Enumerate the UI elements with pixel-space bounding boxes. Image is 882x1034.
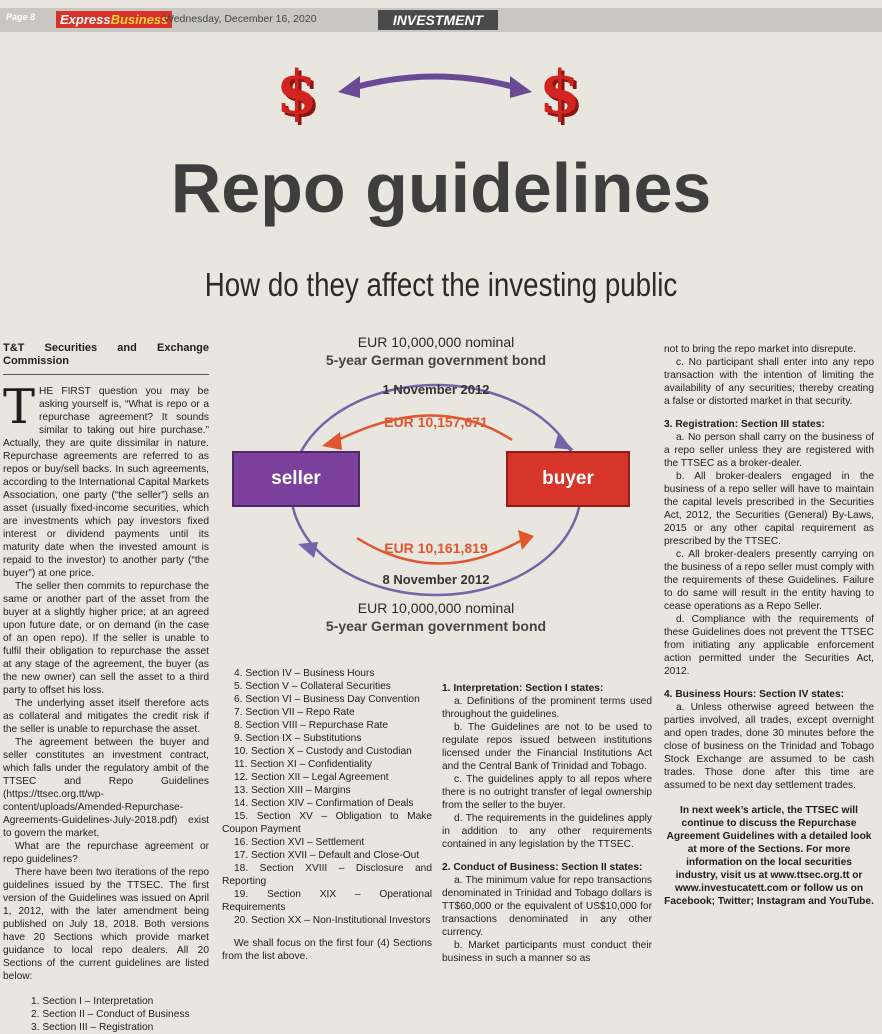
- clause: a. No person shall carry on the business of a repo seller unless they are registered with the TTSEC as a broker-dealer.: [664, 432, 874, 469]
- clause: a. The minimum value for repo transactions denominated in Trinidad and Tobago dollars is TT$60,000 or the equivalent of US$10,000 for transactions denominated in any other currency.: [442, 875, 652, 938]
- section-label: INVESTMENT: [378, 10, 498, 30]
- dollar-sign-left-icon: $: [276, 58, 318, 128]
- dollar-sign-right-icon: $: [539, 58, 581, 128]
- list-item: 9. Section IX – Substitutions: [234, 733, 362, 744]
- list-item: 1. Section I – Interpretation: [31, 996, 154, 1007]
- drop-cap: T: [3, 379, 36, 435]
- column-3: [442, 682, 652, 965]
- paragraph-2: The seller then commits to repurchase the same or another part of the asset from the buyer at a slightly higher price; at an agreed upon future date, or on demand (in the case of an open repo). If the seller is unable to fulfil their obligation to repurchase the asset at any stage of the agreement, the buyer (as the new owner) can sell the asset to a third party to offset his loss.: [3, 581, 209, 696]
- list-item: 14. Section XIV – Confirmation of Deals: [234, 798, 414, 809]
- clause: b. Market participants must conduct their business in such a manner so as: [442, 940, 652, 964]
- clause: c. The guidelines apply to all repos where there is no outright transfer of legal ownership from the seller to the buyer.: [442, 774, 652, 811]
- list-item: 8. Section VIII – Repurchase Rate: [234, 720, 389, 731]
- list-item: 19. Section XIX – Operational Requirements: [222, 889, 432, 913]
- clause: a. Definitions of the prominent terms used throughout the guidelines.: [442, 696, 652, 720]
- paragraph-6: There have been two iterations of the repo guidelines issued by the TTSEC. The first version of the Guidelines was issued on April 1, 2012, with the later amendment being published on July 18, 2018. Both versions have 20 Sections which provide market guidance to local repo dealers. All 20 Sections of the current guidelines are listed below:: [3, 867, 209, 982]
- section-heading: 4. Business Hours: Section IV states:: [664, 689, 845, 700]
- clause: b. The Guidelines are not to be used to regulate repos issued between institutions licensed under the Financial Institutions Act and the Central Bank of Trinidad and Tobago.: [442, 722, 652, 772]
- paragraph-3: The underlying asset itself therefore acts as collateral and mitigates the credit risk if the seller is unable to repurchase the asset.: [3, 698, 209, 735]
- list-item: 16. Section XVI – Settlement: [234, 837, 365, 848]
- footer-note: In next week’s article, the TTSEC will continue to discuss the Repurchase Agreement Guidelines with a detailed look at more of the Sections. For more information on the local securities industry, visit us at www.ttsec.org.tt or www.investucatett.com or follow us on Facebook; Twitter; Instagram and YouTube.: [664, 805, 874, 907]
- list-item: 13. Section XIII – Margins: [234, 785, 351, 796]
- seller-box: seller: [232, 451, 360, 507]
- date-top-label: 1 November 2012: [382, 382, 490, 397]
- list-item: 6. Section VI – Business Day Convention: [234, 694, 420, 705]
- closing-paragraph: We shall focus on the first four (4) Sections from the list above.: [222, 938, 432, 962]
- byline: T&T Securities and Exchange Commission: [3, 342, 209, 367]
- section-heading: 2. Conduct of Business: Section II states:: [442, 862, 643, 873]
- amount-top-label: EUR 10,157,671: [384, 414, 488, 430]
- logo-part-1: Express: [60, 12, 111, 27]
- list-item: 15. Section XV – Obligation to Make Coupon Payment: [222, 811, 432, 835]
- list-item: 7. Section VII – Repo Rate: [234, 707, 355, 718]
- clause-continued: not to bring the repo market into disrepute.: [664, 344, 856, 355]
- logo-part-2: Business: [110, 12, 169, 27]
- clause: b. All broker-dealers engaged in the business of a repo seller will have to maintain the capital levels prescribed in the Securities Act, 2012, the Securities (General) By-Laws, 2015 or any other capital requirement as prescribed by the TTSEC.: [664, 471, 874, 547]
- list-item: 20. Section XX – Non-Institutional Investors: [234, 915, 431, 926]
- column-1: [3, 342, 209, 1034]
- section-heading: 3. Registration: Section III states:: [664, 419, 825, 430]
- clause: a. Unless otherwise agreed between the parties involved, all trades, except overnight and open trades, done 30 minutes before the close of business on the Trinidad and Tobago Stock Exchange are assumed to be cash trades. Those done after this time are assumed to be next day settlement trades.: [664, 702, 874, 791]
- list-item: 18. Section XVIII – Disclosure and Reporting: [222, 863, 432, 887]
- buyer-box: buyer: [506, 451, 630, 507]
- article-subtitle: How do they affect the investing public: [204, 266, 678, 303]
- page-number: Page 8: [6, 12, 36, 22]
- paragraph-4: The agreement between the buyer and seller constitutes an investment contract, which falls under the regulatory ambit of the TTSEC and Repo Guidelines (https://ttsec.org.tt/wp-content/uploads/Amended-Repurchase-Agreements-Guidelines-July-2018.pdf) exist to govern the market.: [3, 737, 209, 839]
- list-item: 3. Section III – Registration: [31, 1022, 154, 1033]
- paragraph-5: What are the repurchase agreement or repo guidelines?: [3, 841, 209, 865]
- double-arrow-icon: [330, 60, 540, 110]
- list-item: 4. Section IV – Business Hours: [234, 668, 375, 679]
- list-item: 10. Section X – Custody and Custodian: [234, 746, 412, 757]
- list-item: 12. Section XII – Legal Agreement: [234, 772, 389, 783]
- publication-logo: [56, 11, 172, 28]
- clause: d. The requirements in the guidelines apply in addition to any other requirements contained in any legislation by the TTSEC.: [442, 813, 652, 850]
- nominal-top-label: EUR 10,000,000 nominal: [357, 334, 515, 350]
- clause: d. Compliance with the requirements of these Guidelines does not prevent the TTSEC from initiating any applicable enforcement action permitted under the Securities Act, 2012.: [664, 614, 874, 677]
- list-item: 5. Section V – Collateral Securities: [234, 681, 391, 692]
- page-header: [0, 8, 882, 32]
- section-heading: 1. Interpretation: Section I states:: [442, 683, 604, 694]
- column-2: [222, 667, 432, 963]
- article-title: Repo guidelines: [170, 149, 712, 227]
- bond-bottom-label: 5-year German government bond: [325, 618, 547, 634]
- list-item: 17. Section XVII – Default and Close-Out: [234, 850, 420, 861]
- list-item: 2. Section II – Conduct of Business: [31, 1009, 190, 1020]
- repo-diagram: [222, 330, 650, 642]
- clause: c. No participant shall enter into any repo transaction with the intention of limiting the availability of any securities; thereby creating a false or distorted market in that security.: [664, 357, 874, 407]
- clause: c. All broker-dealers presently carrying on the business of a repo seller must comply with the requirements of these Guidelines. Failure to do same will result in the entity having to cease operations as a Repo Seller.: [664, 549, 874, 612]
- bond-top-label: 5-year German government bond: [325, 352, 547, 368]
- issue-date: Wednesday, December 16, 2020: [164, 13, 317, 25]
- amount-bottom-label: EUR 10,161,819: [384, 540, 488, 556]
- byline-divider: [3, 374, 209, 375]
- date-bottom-label: 8 November 2012: [382, 572, 490, 587]
- paragraph-1: THE FIRST question you may be asking yourself is, “What is repo or a repurchase agreement? It sounds similar to taking out hire purchase.” Actually, they are quite dissimilar in nature. Repurchase agreements are referred to as repos or buy/sell backs. In such agreements, according to the International Capital Markets Association, one party (“the seller”) sells an asset (usually fixed-income securities, which are investments which pay investors fixed interest or dividend payments until its maturity date when the invested amount is repaid to the investor) to another party (“the buyer”) at one price.: [3, 379, 209, 579]
- column-4: [664, 343, 874, 908]
- list-item: 11. Section XI – Confidentiality: [234, 759, 372, 770]
- nominal-bottom-label: EUR 10,000,000 nominal: [357, 600, 515, 616]
